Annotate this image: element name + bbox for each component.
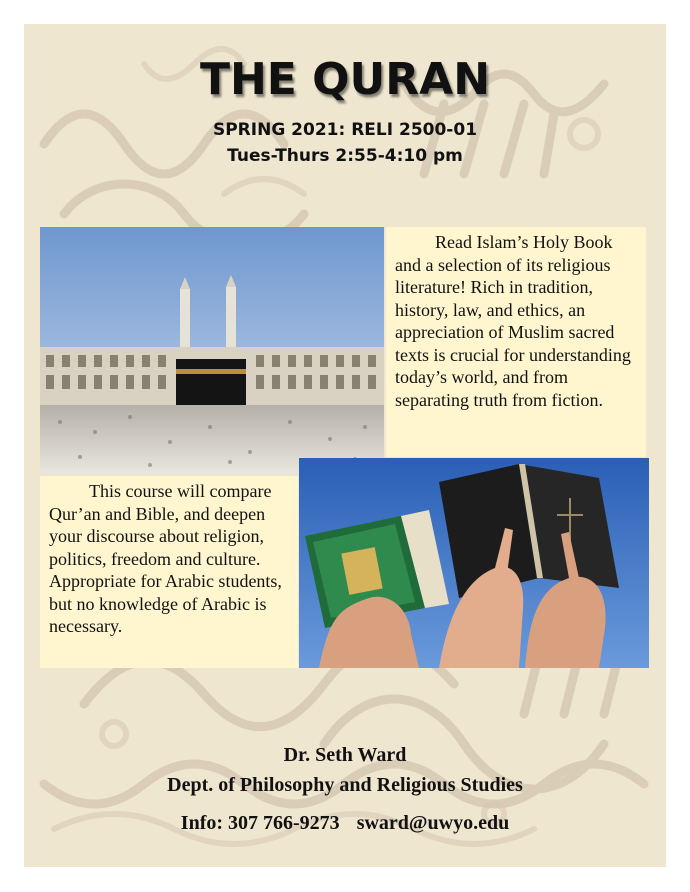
- kaaba-photo: [40, 227, 384, 474]
- contact-line: [24, 812, 666, 835]
- quran-bible-photo: [299, 458, 649, 668]
- email-address[interactable]: sward@uwyo.edu: [356, 812, 510, 834]
- department-name: Dept. of Philosophy and Religious Studies: [167, 774, 523, 796]
- contact-label: Info:: [180, 812, 224, 834]
- course-code: SPRING 2021: RELI 2500-01: [212, 120, 478, 140]
- description-box: [386, 227, 646, 457]
- description-text: Read Islam’s Holy Book and a selection of its religious literature! Rich in tradition, history, law, and ethics, an appreciation of Muslim sacred texts is crucial for understanding today’s world, and from separating truth from fiction.: [395, 232, 631, 410]
- flyer-page: [24, 24, 666, 867]
- flyer-title: THE QURAN: [199, 54, 491, 105]
- phone-number: 307 766-9273: [228, 812, 340, 834]
- class-schedule: Tues-Thurs 2:55-4:10 pm: [227, 146, 463, 166]
- instructor-name: Dr. Seth Ward: [283, 744, 407, 766]
- course-details-text: This course will compare Qur’an and Bible, and deepen your discourse about religion, politics, freedom and culture. Appropriate for Arabic students, but no knowledge of Arabic is necessary.: [49, 481, 282, 636]
- course-details-box: [40, 476, 298, 668]
